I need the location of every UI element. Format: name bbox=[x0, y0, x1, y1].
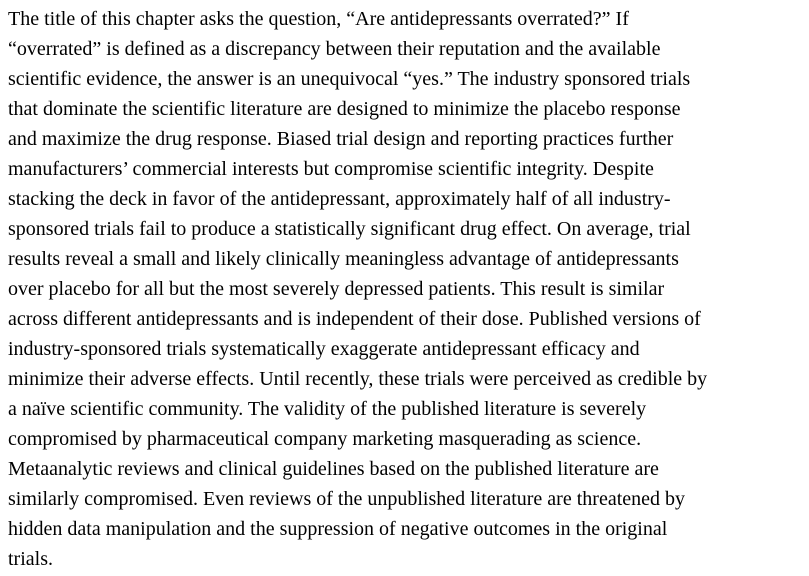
paragraph-line: similarly compromised. Even reviews of the unpublished literature are threatened by bbox=[8, 488, 686, 510]
paragraph-line: “overrated” is defined as a discrepancy between their reputation and the available bbox=[8, 38, 661, 60]
paragraph-line: trials. bbox=[8, 548, 53, 570]
paragraph-line: across different antidepressants and is independent of their dose. Published versions of bbox=[8, 308, 701, 330]
paragraph-line: minimize their adverse effects. Until recently, these trials were perceived as credible by bbox=[8, 368, 708, 390]
paragraph-line: that dominate the scientific literature are designed to minimize the placebo response bbox=[8, 98, 681, 120]
paragraph-line: hidden data manipulation and the suppression of negative outcomes in the original bbox=[8, 518, 668, 540]
body-paragraph bbox=[8, 4, 808, 574]
paragraph-line: The title of this chapter asks the question, “Are antidepressants overrated?” If bbox=[8, 8, 629, 30]
paragraph-line: manufacturers’ commercial interests but compromise scientific integrity. Despite bbox=[8, 158, 654, 180]
paragraph-line: industry-sponsored trials systematically exaggerate antidepressant efficacy and bbox=[8, 338, 640, 360]
paragraph-line: stacking the deck in favor of the antidepressant, approximately half of all industry- bbox=[8, 188, 671, 210]
paragraph-line: compromised by pharmaceutical company marketing masquerading as science. bbox=[8, 428, 642, 450]
paragraph-line: Metaanalytic reviews and clinical guidelines based on the published literature are bbox=[8, 458, 659, 480]
paragraph-line: results reveal a small and likely clinically meaningless advantage of antidepressants bbox=[8, 248, 679, 270]
paragraph-line: a naïve scientific community. The validity of the published literature is severely bbox=[8, 398, 647, 420]
paragraph-line: and maximize the drug response. Biased trial design and reporting practices further bbox=[8, 128, 674, 150]
paragraph-line: over placebo for all but the most severely depressed patients. This result is similar bbox=[8, 278, 665, 300]
paragraph-line: sponsored trials fail to produce a statistically significant drug effect. On average, trial bbox=[8, 218, 691, 240]
paragraph-line: scientific evidence, the answer is an unequivocal “yes.” The industry sponsored trials bbox=[8, 68, 691, 90]
